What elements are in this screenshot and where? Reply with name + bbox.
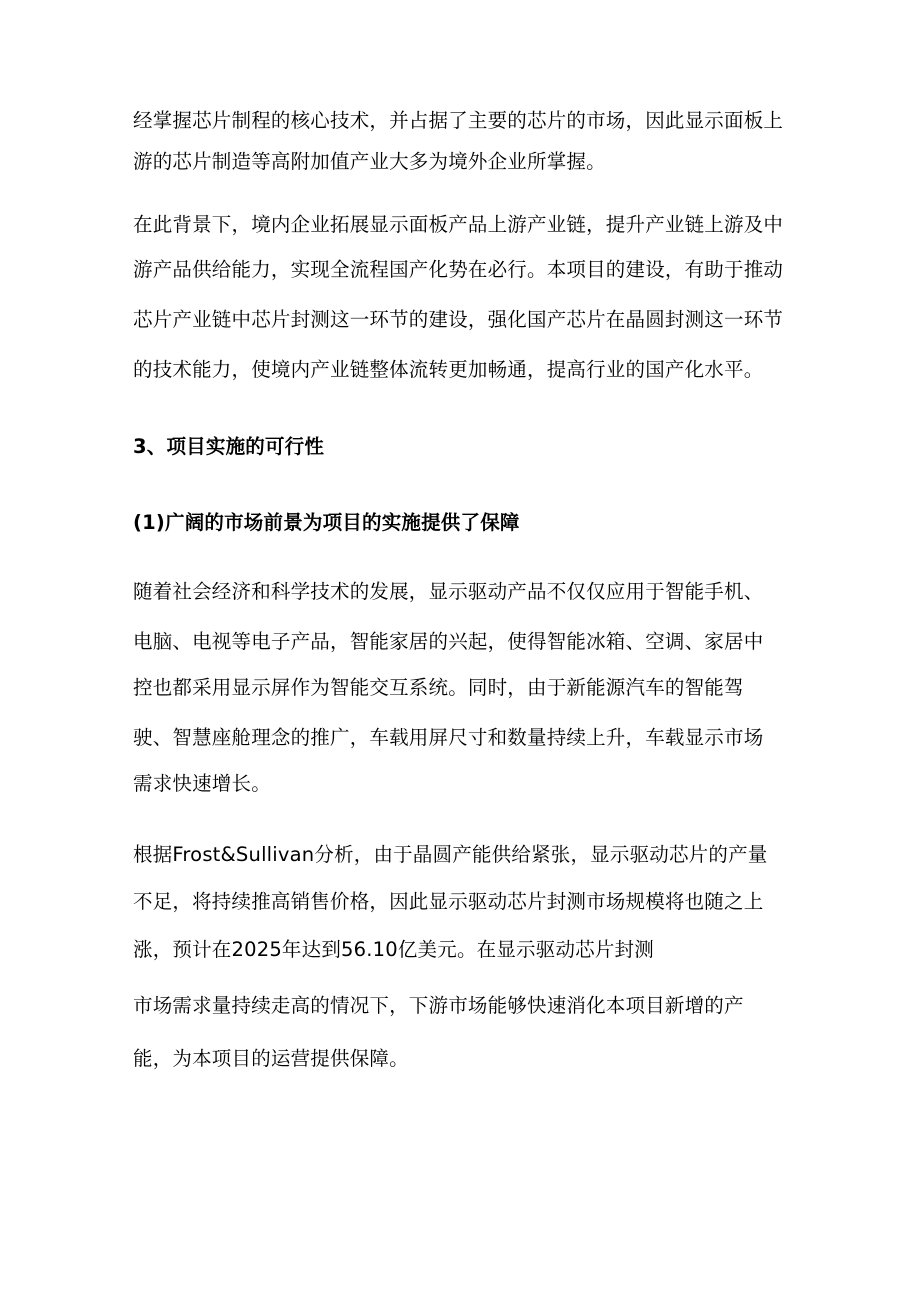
section-heading: 3、项目实施的可行性: [133, 435, 325, 458]
paragraph-4-line-3: 涨，预计在2025年达到56.10亿美元。在显示驱动芯片封测: [133, 938, 654, 961]
paragraph-4-line-2: 不足，将持续推高销售价格，因此显示驱动芯片封测市场规模将也随之上: [133, 890, 764, 913]
paragraph-1-line-1: 经掌握芯片制程的核心技术，并占据了主要的芯片的市场，因此显示面板上: [133, 109, 784, 132]
paragraph-3-line-5: 需求快速增长。: [133, 772, 271, 795]
paragraph-4-line-1: 根据Frost&Sullivan分析，由于晶圆产能供给紧张，显示驱动芯片的产量: [133, 843, 768, 866]
paragraph-2-line-2: 游产品供给能力，实现全流程国产化势在必行。本项目的建设，有助于推动: [133, 258, 784, 281]
paragraph-1-line-2: 游的芯片制造等高附加值产业大多为境外企业所掌握。: [133, 150, 606, 173]
paragraph-4-line-4: 市场需求量持续走高的情况下，下游市场能够快速消化本项目新增的产: [133, 994, 744, 1017]
paragraph-3-line-4: 驶、智慧座舱理念的推广，车载用屏尺寸和数量持续上升，车载显示市场: [133, 726, 764, 749]
paragraph-3-line-2: 电脑、电视等电子产品，智能家居的兴起，使得智能冰箱、空调、家居中: [133, 630, 764, 653]
paragraph-3-line-3: 控也都采用显示屏作为智能交互系统。同时，由于新能源汽车的智能驾: [133, 676, 744, 699]
paragraph-2-line-3: 芯片产业链中芯片封测这一环节的建设，强化国产芯片在晶圆封测这一环节: [133, 308, 784, 331]
paragraph-2-line-1: 在此背景下，境内企业拓展显示面板产品上游产业链，提升产业链上游及中: [133, 213, 784, 236]
paragraph-2-line-4: 的技术能力，使境内产业链整体流转更加畅通，提高行业的国产化水平。: [133, 358, 764, 381]
paragraph-4-line-5: 能，为本项目的运营提供保障。: [133, 1047, 409, 1070]
subsection-heading: (1)广阔的市场前景为项目的实施提供了保障: [133, 511, 520, 534]
paragraph-3-line-1: 随着社会经济和科学技术的发展，显示驱动产品不仅仅应用于智能手机、: [133, 580, 764, 603]
